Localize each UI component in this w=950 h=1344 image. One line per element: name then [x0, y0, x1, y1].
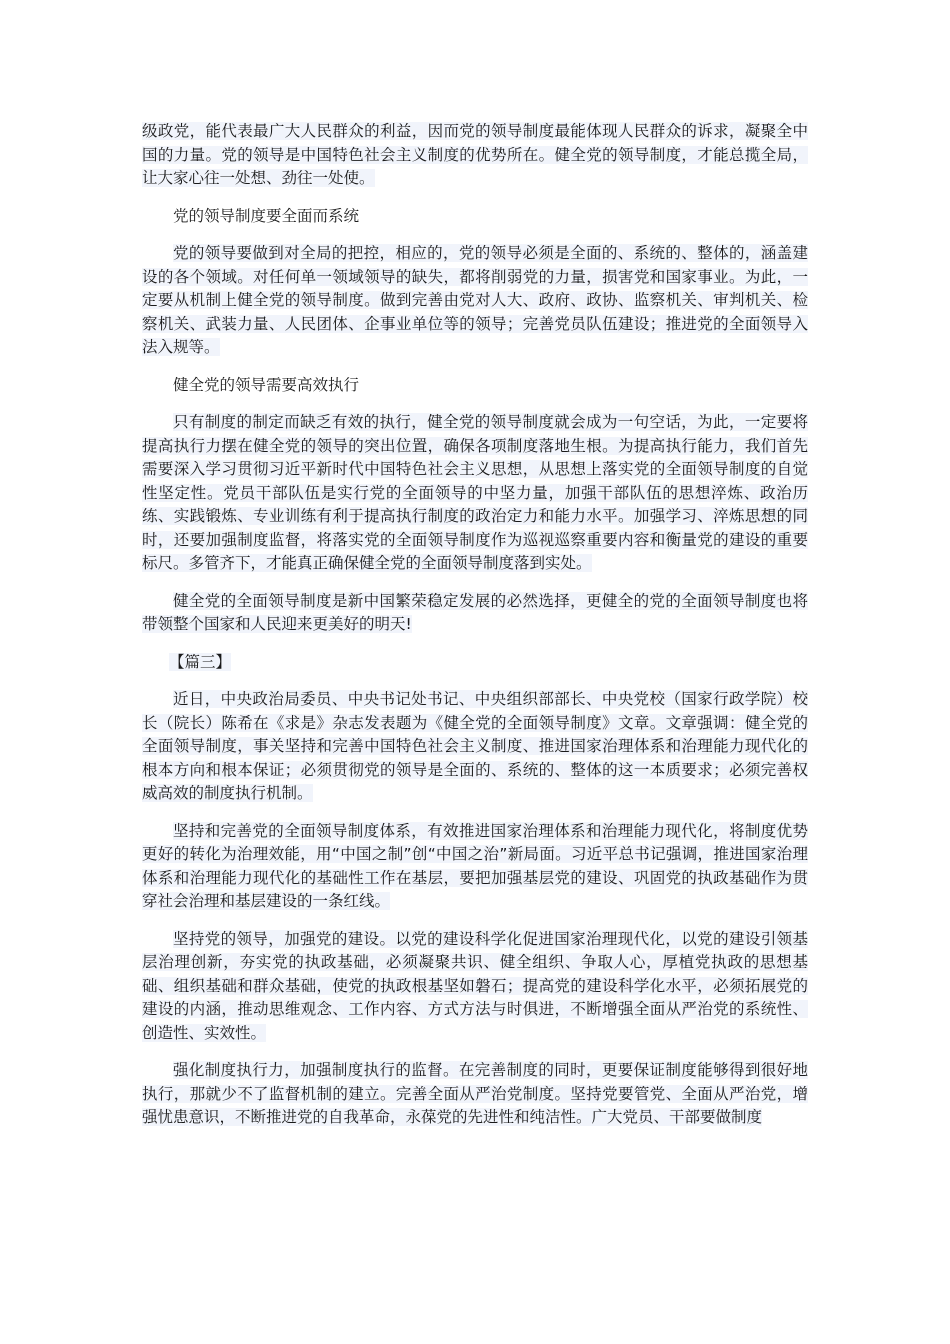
paragraph [142, 590, 808, 637]
section-label [142, 651, 808, 675]
heading-text: 党的领导制度要全面而系统 [173, 206, 360, 225]
paragraph-text: 级政党，能代表最广大人民群众的利益，因而党的领导制度最能体现人民群众的诉求，凝聚全中国的力量。党的领导是中国特色社会主义制度的优势所在。健全党的领导制度，才能总揽全局，让大家心往一处想、劲往一处使。 [142, 122, 808, 187]
section-heading-comprehensive [142, 205, 808, 229]
paragraph [142, 688, 808, 806]
paragraph [142, 411, 808, 576]
paragraph-text: 党的领导要做到对全局的把控，相应的，党的领导必须是全面的、系统的、整体的，涵盖建设的各个领域。对任何单一领域领导的缺失，都将削弱党的力量，损害党和国家事业。为此，一定要从机制上健全党的领导制度。做到完善由党对人大、政府、政协、监察机关、审判机关、检察机关、武装力量、人民团体、企事业单位等的领导；完善党员队伍建设；推进党的全面领导入法入规等。 [142, 244, 808, 356]
paragraph-text: 近日，中央政治局委员、中央书记处书记、中央组织部部长、中央党校（国家行政学院）校长（院长）陈希在《求是》杂志发表题为《健全党的全面领导制度》文章。文章强调：健全党的全面领导制度，事关坚持和完善中国特色社会主义制度、推进国家治理体系和治理能力现代化的根本方向和根本保证；必须贯彻党的领导是全面的、系统的、整体的这一本质要求；必须完善权威高效的制度执行机制。 [142, 690, 808, 802]
section-label-text: 【篇三】 [169, 652, 232, 671]
paragraph [142, 820, 808, 914]
paragraph [142, 1059, 808, 1130]
paragraph [142, 928, 808, 1046]
paragraph-text: 坚持党的领导，加强党的建设。以党的建设科学化促进国家治理现代化，以党的建设引领基层治理创新，夯实党的执政基础，必须凝聚共识、健全组织、争取人心，厚植党执政的思想基础、组织基础和群众基础，使党的执政根基坚如磐石；提高党的建设科学化水平，必须拓展党的建设的内涵，推动思维观念、工作内容、方式方法与时俱进，不断增强全面从严治党的系统性、创造性、实效性。 [142, 929, 808, 1042]
paragraph-text: 坚持和完善党的全面领导制度体系，有效推进国家治理体系和治理能力现代化，将制度优势更好的转化为治理效能，用“中国之制”创“中国之治”新局面。习近平总书记强调，推进国家治理体系和治理能力现代化的基础性工作在基层，要把加强基层党的建设、巩固党的执政基础作为贯穿社会治理和基层建设的一条红线。 [142, 821, 808, 910]
paragraph-text: 只有制度的制定而缺乏有效的执行，健全党的领导制度就会成为一句空话，为此，一定要将提高执行力摆在健全党的领导的突出位置，确保各项制度落地生根。为提高执行能力，我们首先需要深入学习贯彻习近平新时代中国特色社会主义思想，从思想上落实党的全面领导制度的自觉性坚定性。党员干部队伍是实行党的全面领导的中坚力量，加强干部队伍的思想淬炼、政治历练、实践锻炼、专业训练有利于提高执行制度的政治定力和能力水平。加强学习、淬炼思想的同时，还要加强制度监督，将落实党的全面领导制度作为巡视巡察重要内容和衡量党的建设的重要标尺。多管齐下，才能真正确保健全党的全面领导制度落到实处。 [142, 413, 808, 572]
heading-text: 健全党的领导需要高效执行 [173, 375, 360, 394]
paragraph [142, 242, 808, 360]
document-body [142, 120, 808, 1144]
paragraph-continued [142, 120, 808, 191]
paragraph-text: 健全党的全面领导制度是新中国繁荣稳定发展的必然选择，更健全的党的全面领导制度也将带领整个国家和人民迎来更美好的明天! [142, 591, 808, 633]
paragraph-text: 强化制度执行力，加强制度执行的监督。在完善制度的同时，更要保证制度能够得到很好地执行，那就少不了监督机制的建立。完善全面从严治党制度。坚持党要管党、全面从严治党，增强忧患意识，不断推进党的自我革命，永葆党的先进性和纯洁性。广大党员、干部要做制度 [142, 1061, 808, 1126]
section-heading-execution [142, 374, 808, 398]
